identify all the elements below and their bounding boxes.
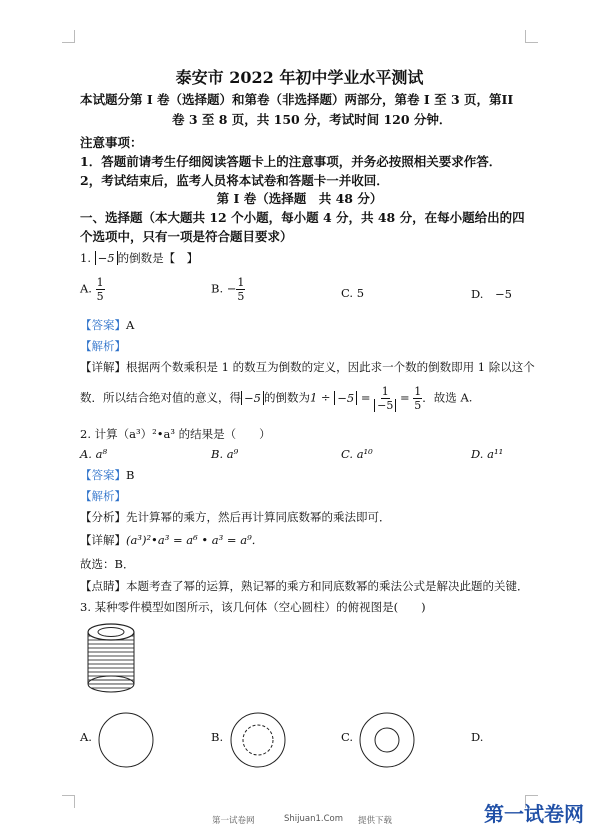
section-instructions: 个选项中，只有一项是符合题目要求） <box>80 229 293 244</box>
equals-sign: = <box>357 390 375 405</box>
hollow-cylinder-figure <box>85 622 137 694</box>
corner-mark <box>62 30 75 43</box>
notes-heading: 注意事项： <box>80 135 143 150</box>
option-b: B. a⁹ <box>211 447 239 461</box>
page-title: 泰安市 2022 年初中学业水平测试 <box>175 68 424 87</box>
option-b <box>211 276 245 303</box>
detail-line <box>80 532 263 548</box>
detail-tag: 【详解】 <box>80 533 126 547</box>
answer-tag: 【答案】 <box>80 468 126 482</box>
fenxi-text: 先计算幂的乘方，然后再计算同底数幂的乘法即可． <box>126 510 391 524</box>
option-d: D. a¹¹ <box>471 447 504 461</box>
denominator: 5 <box>414 399 422 412</box>
analysis-line <box>80 509 391 525</box>
dianjing-text: 本题考查了幂的运算，熟记幂的乘方和同底数幂的乘法公式是解决此题的关键． <box>126 579 529 593</box>
detail-text: 的倒数为 <box>263 390 310 405</box>
site-logo-text[interactable]: 第一试卷网 <box>484 802 584 826</box>
section-title: 第 I 卷（选择题 共 48 分） <box>216 191 383 206</box>
footer-right: 提供下载 <box>358 816 393 826</box>
detail-math: (a³)²•a³ = a⁶ • a³ = a⁹． <box>126 533 264 547</box>
section-instructions: 一、选择题（本大题共 12 个小题，每小题 4 分，共 48 分，在每小题给出的四 <box>80 210 525 225</box>
numerator: 1 <box>237 276 245 289</box>
detail-line <box>80 359 535 375</box>
question-text: 的倒数是【 】 <box>117 251 199 265</box>
absolute-value-expression: −5 <box>334 391 357 405</box>
option-d: D. <box>471 730 484 744</box>
option-c: C. 5 <box>341 286 365 300</box>
option-c: C. a¹⁰ <box>341 447 373 461</box>
corner-mark <box>525 30 538 43</box>
fraction <box>236 276 245 303</box>
option-label: A. <box>80 281 92 296</box>
fraction <box>96 276 105 303</box>
option-d: D. −5 <box>471 287 512 301</box>
detail-text: ．故选 A. <box>422 390 473 405</box>
intro-line: 卷 3 至 8 页，共 150 分，考试时间 120 分钟． <box>172 112 452 127</box>
math-expression: 1 ÷ <box>309 390 335 405</box>
question-number: 1. <box>80 251 91 265</box>
detail-text: 数．所以结合绝对值的意义，得 <box>80 390 241 405</box>
conclusion: 故选：B． <box>80 557 135 571</box>
absolute-value-expression: −5 <box>95 251 118 265</box>
footer-middle: Shijuan1.Com <box>284 814 344 824</box>
numerator: 1 <box>414 385 422 398</box>
answer-value: B <box>126 468 135 482</box>
detail-text: 根据两个数乘积是 1 的数互为倒数的定义，因此求一个数的倒数即用 1 除以这个 <box>126 360 535 374</box>
notes-item: 2，考试结束后，监考人员将本试卷和答题卡一并收回． <box>80 173 389 188</box>
top-view-option-b <box>228 710 288 770</box>
option-a <box>80 276 105 303</box>
option-c: C. <box>341 730 354 744</box>
question-1-stem <box>80 250 198 266</box>
equals-sign: = <box>396 390 414 405</box>
footer-left: 第一试卷网 <box>212 816 255 826</box>
notes-item: 1．答题前请考生仔细阅读答题卡上的注意事项，并务必按照相关要求作答． <box>80 154 502 169</box>
detail-tag: 【详解】 <box>80 360 126 374</box>
denominator: 5 <box>237 290 245 303</box>
answer-row <box>80 317 134 333</box>
absolute-value-expression: −5 <box>241 391 264 405</box>
minus-sign: − <box>226 281 237 296</box>
dianjing-tag: 【点睛】 <box>80 579 126 593</box>
top-view-option-c <box>357 710 417 770</box>
option-a: A. <box>80 730 92 744</box>
question-3-stem: 3. 某种零件模型如图所示，该几何体（空心圆柱）的俯视图是( ) <box>80 600 426 614</box>
analysis-tag: 【解析】 <box>80 339 126 353</box>
corner-mark <box>62 795 75 808</box>
denominator: −5 <box>374 399 396 412</box>
answer-tag: 【答案】 <box>80 318 126 332</box>
dianjing-line <box>80 578 529 594</box>
numerator: 1 <box>381 385 389 398</box>
detail-line-math <box>80 385 472 412</box>
option-a: A. a⁸ <box>80 447 108 461</box>
denominator: 5 <box>96 290 104 303</box>
answer-row <box>80 467 134 483</box>
answer-value: A <box>126 318 135 332</box>
fraction <box>413 385 422 412</box>
question-2-stem: 2. 计算（a³）²•a³ 的结果是（ ） <box>80 427 271 441</box>
option-label: B. <box>211 281 224 296</box>
top-view-option-a <box>96 710 156 770</box>
intro-line: 本试题分第 I 卷（选择题）和第卷（非选择题）两部分，第卷 I 至 3 页，第II <box>80 92 514 107</box>
option-b: B. <box>211 730 224 744</box>
analysis-tag: 【解析】 <box>80 489 126 503</box>
fraction <box>374 385 396 412</box>
numerator: 1 <box>96 276 104 289</box>
fenxi-tag: 【分析】 <box>80 510 126 524</box>
